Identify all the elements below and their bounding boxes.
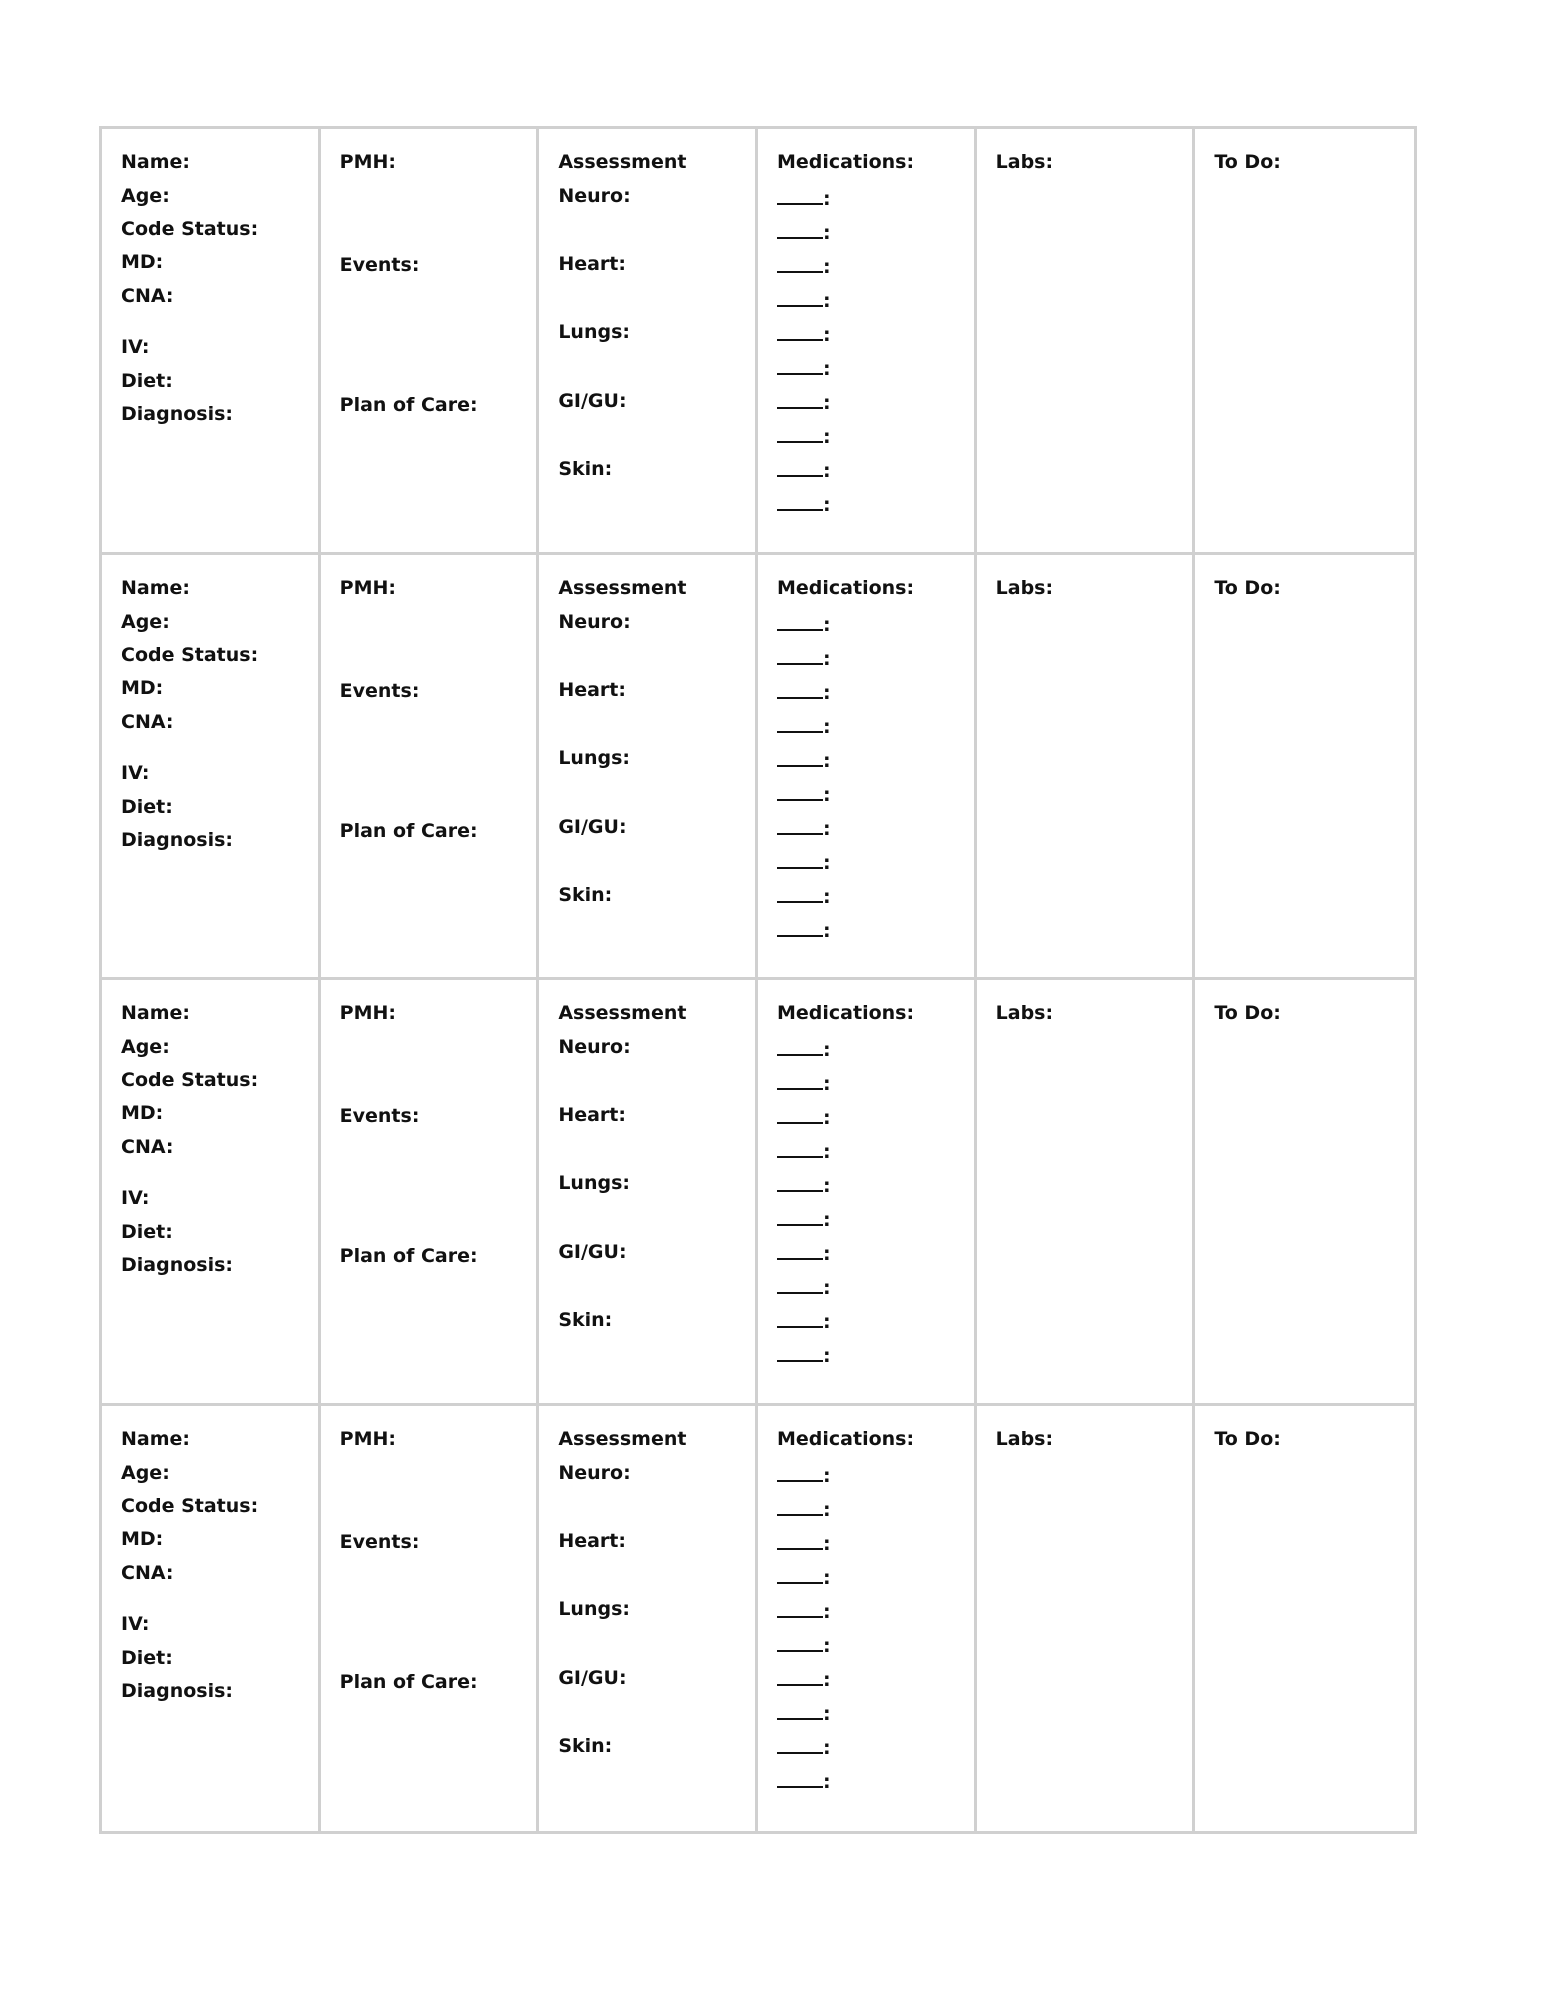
heart-label: Heart: bbox=[558, 1529, 626, 1552]
medication-entry-colon: : bbox=[823, 647, 831, 670]
patient-info-cell bbox=[102, 980, 321, 1406]
name-label: Name: bbox=[121, 576, 191, 599]
medication-blank-line bbox=[777, 457, 823, 477]
diet-label: Diet: bbox=[121, 1646, 173, 1669]
medication-blank-line bbox=[777, 645, 823, 665]
medication-entry bbox=[777, 1768, 831, 1793]
medication-entry-colon: : bbox=[823, 1566, 831, 1589]
pmh-label: PMH: bbox=[339, 1002, 396, 1024]
plan-of-care-label: Plan of Care: bbox=[339, 394, 478, 416]
code-status-label: Code Status: bbox=[121, 218, 259, 240]
medication-entry bbox=[777, 849, 831, 874]
labs-title: Labs: bbox=[995, 151, 1054, 173]
medication-blank-line bbox=[777, 611, 823, 631]
medication-entry bbox=[777, 1632, 831, 1657]
todo-title: To Do: bbox=[1214, 1002, 1281, 1024]
medication-entry bbox=[777, 645, 831, 670]
name-label: Name: bbox=[121, 151, 191, 173]
medication-entry bbox=[777, 1598, 831, 1623]
medication-blank-line bbox=[777, 219, 823, 239]
medication-entry-colon: : bbox=[823, 1243, 831, 1265]
skin-label: Skin: bbox=[558, 1734, 613, 1757]
medication-entry bbox=[777, 1104, 831, 1129]
medication-blank-line bbox=[777, 185, 823, 205]
medication-entry bbox=[777, 253, 831, 278]
medication-blank-line bbox=[777, 287, 823, 307]
todo-cell bbox=[1195, 980, 1414, 1406]
medication-entry-colon: : bbox=[823, 613, 831, 636]
medication-entry-colon: : bbox=[823, 1532, 831, 1555]
medications-title: Medications: bbox=[777, 151, 915, 173]
medication-blank-line bbox=[777, 781, 823, 801]
medication-entry-colon: : bbox=[823, 290, 831, 312]
code-status-label: Code Status: bbox=[121, 1494, 259, 1517]
medication-entry bbox=[777, 611, 831, 636]
age-label: Age: bbox=[121, 1036, 170, 1058]
todo-title: To Do: bbox=[1214, 576, 1281, 599]
assessment-title: Assessment bbox=[558, 1002, 687, 1024]
lungs-label: Lungs: bbox=[558, 746, 630, 769]
history-cell bbox=[321, 1406, 540, 1832]
medication-entry bbox=[777, 389, 831, 414]
medication-blank-line bbox=[777, 1530, 823, 1550]
heart-label: Heart: bbox=[558, 253, 626, 275]
medication-entry-colon: : bbox=[823, 324, 831, 346]
medication-entry bbox=[777, 287, 831, 312]
medication-entry bbox=[777, 1138, 831, 1163]
medication-blank-line bbox=[777, 679, 823, 699]
todo-cell bbox=[1195, 555, 1414, 981]
patient-info-cell bbox=[102, 129, 321, 555]
medication-entry bbox=[777, 219, 831, 244]
iv-label: IV: bbox=[121, 1612, 150, 1635]
medication-entry-colon: : bbox=[823, 392, 831, 414]
medication-entry bbox=[777, 1274, 831, 1299]
medications-cell bbox=[758, 1406, 977, 1832]
medication-entry bbox=[777, 679, 831, 704]
todo-title: To Do: bbox=[1214, 151, 1281, 173]
medication-entry-colon: : bbox=[823, 1702, 831, 1725]
diet-label: Diet: bbox=[121, 795, 173, 818]
medication-entry bbox=[777, 1700, 831, 1725]
medications-cell bbox=[758, 555, 977, 981]
medication-entry-colon: : bbox=[823, 358, 831, 380]
gi-gu-label: GI/GU: bbox=[558, 390, 627, 412]
medication-entry bbox=[777, 1564, 831, 1589]
medication-entry-colon: : bbox=[823, 1073, 831, 1095]
medication-blank-line bbox=[777, 423, 823, 443]
md-label: MD: bbox=[121, 1527, 164, 1550]
medication-blank-line bbox=[777, 747, 823, 767]
medication-entry-colon: : bbox=[823, 1498, 831, 1521]
pmh-label: PMH: bbox=[339, 151, 396, 173]
medication-entry bbox=[777, 1240, 831, 1265]
medication-entry-colon: : bbox=[823, 1668, 831, 1691]
medication-entry bbox=[777, 1462, 831, 1487]
medications-title: Medications: bbox=[777, 576, 915, 599]
pmh-label: PMH: bbox=[339, 1427, 396, 1450]
medications-title: Medications: bbox=[777, 1427, 915, 1450]
assessment-cell bbox=[539, 980, 758, 1406]
medication-entry-colon: : bbox=[823, 851, 831, 874]
medication-blank-line bbox=[777, 1598, 823, 1618]
medication-entry-colon: : bbox=[823, 783, 831, 806]
medication-blank-line bbox=[777, 1070, 823, 1090]
skin-label: Skin: bbox=[558, 1309, 613, 1331]
cna-label: CNA: bbox=[121, 1136, 174, 1158]
neuro-label: Neuro: bbox=[558, 1036, 631, 1058]
neuro-label: Neuro: bbox=[558, 1461, 631, 1484]
patient-report-sheet bbox=[99, 126, 1417, 1834]
lungs-label: Lungs: bbox=[558, 321, 630, 343]
todo-title: To Do: bbox=[1214, 1427, 1281, 1450]
skin-label: Skin: bbox=[558, 458, 613, 480]
medication-entry bbox=[777, 423, 831, 448]
events-label: Events: bbox=[339, 1530, 420, 1553]
medication-entry bbox=[777, 1666, 831, 1691]
pmh-label: PMH: bbox=[339, 576, 396, 599]
medication-blank-line bbox=[777, 355, 823, 375]
medication-entry-colon: : bbox=[823, 1107, 831, 1129]
assessment-cell bbox=[539, 555, 758, 981]
medication-blank-line bbox=[777, 917, 823, 937]
medication-entry bbox=[777, 1734, 831, 1759]
medication-entry bbox=[777, 1496, 831, 1521]
labs-cell bbox=[977, 980, 1196, 1406]
medication-entry-colon: : bbox=[823, 256, 831, 278]
medication-entry bbox=[777, 491, 831, 516]
diet-label: Diet: bbox=[121, 1221, 173, 1243]
medication-blank-line bbox=[777, 321, 823, 341]
medications-title: Medications: bbox=[777, 1002, 915, 1024]
medication-blank-line bbox=[777, 1496, 823, 1516]
medication-entry bbox=[777, 1308, 831, 1333]
age-label: Age: bbox=[121, 185, 170, 207]
medications-cell bbox=[758, 129, 977, 555]
medication-blank-line bbox=[777, 1240, 823, 1260]
skin-label: Skin: bbox=[558, 883, 613, 906]
diet-label: Diet: bbox=[121, 370, 173, 392]
assessment-title: Assessment bbox=[558, 151, 687, 173]
plan-of-care-label: Plan of Care: bbox=[339, 819, 478, 842]
diagnosis-label: Diagnosis: bbox=[121, 403, 234, 425]
medication-entry-colon: : bbox=[823, 1634, 831, 1657]
medication-entry-colon: : bbox=[823, 1600, 831, 1623]
medication-blank-line bbox=[777, 1206, 823, 1226]
medication-entry-colon: : bbox=[823, 426, 831, 448]
age-label: Age: bbox=[121, 1461, 170, 1484]
diagnosis-label: Diagnosis: bbox=[121, 828, 234, 851]
medication-entry-colon: : bbox=[823, 494, 831, 516]
gi-gu-label: GI/GU: bbox=[558, 1241, 627, 1263]
medication-entry bbox=[777, 917, 831, 942]
medication-blank-line bbox=[777, 1700, 823, 1720]
iv-label: IV: bbox=[121, 1187, 150, 1209]
medication-blank-line bbox=[777, 1342, 823, 1362]
medication-entry-colon: : bbox=[823, 222, 831, 244]
medication-entry bbox=[777, 883, 831, 908]
medication-entry-colon: : bbox=[823, 715, 831, 738]
medication-blank-line bbox=[777, 253, 823, 273]
medication-entry-colon: : bbox=[823, 1345, 831, 1367]
medication-blank-line bbox=[777, 1172, 823, 1192]
heart-label: Heart: bbox=[558, 1104, 626, 1126]
assessment-cell bbox=[539, 1406, 758, 1832]
medication-entry bbox=[777, 355, 831, 380]
medication-entry-colon: : bbox=[823, 817, 831, 840]
labs-title: Labs: bbox=[995, 576, 1054, 599]
todo-cell bbox=[1195, 1406, 1414, 1832]
medication-entry bbox=[777, 1342, 831, 1367]
labs-title: Labs: bbox=[995, 1427, 1054, 1450]
medication-entry-colon: : bbox=[823, 749, 831, 772]
medication-entry bbox=[777, 1206, 831, 1231]
code-status-label: Code Status: bbox=[121, 643, 259, 666]
medication-blank-line bbox=[777, 815, 823, 835]
medication-entry bbox=[777, 321, 831, 346]
md-label: MD: bbox=[121, 1102, 164, 1124]
diagnosis-label: Diagnosis: bbox=[121, 1254, 234, 1276]
medication-entry bbox=[777, 747, 831, 772]
labs-cell bbox=[977, 1406, 1196, 1832]
labs-cell bbox=[977, 129, 1196, 555]
plan-of-care-label: Plan of Care: bbox=[339, 1245, 478, 1267]
medication-entry-colon: : bbox=[823, 681, 831, 704]
events-label: Events: bbox=[339, 679, 420, 702]
medication-entry-colon: : bbox=[823, 919, 831, 942]
medication-entry bbox=[777, 1070, 831, 1095]
events-label: Events: bbox=[339, 254, 420, 276]
patient-info-cell bbox=[102, 1406, 321, 1832]
assessment-title: Assessment bbox=[558, 576, 687, 599]
neuro-label: Neuro: bbox=[558, 610, 631, 633]
medication-blank-line bbox=[777, 849, 823, 869]
md-label: MD: bbox=[121, 251, 164, 273]
medication-entry-colon: : bbox=[823, 1311, 831, 1333]
assessment-title: Assessment bbox=[558, 1427, 687, 1450]
medication-entry-colon: : bbox=[823, 1770, 831, 1793]
medication-blank-line bbox=[777, 1036, 823, 1056]
iv-label: IV: bbox=[121, 761, 150, 784]
medication-blank-line bbox=[777, 883, 823, 903]
medication-blank-line bbox=[777, 1564, 823, 1584]
medication-blank-line bbox=[777, 1632, 823, 1652]
cna-label: CNA: bbox=[121, 285, 174, 307]
todo-cell bbox=[1195, 129, 1414, 555]
events-label: Events: bbox=[339, 1105, 420, 1127]
medication-entry bbox=[777, 781, 831, 806]
medications-cell bbox=[758, 980, 977, 1406]
history-cell bbox=[321, 129, 540, 555]
cna-label: CNA: bbox=[121, 710, 174, 733]
iv-label: IV: bbox=[121, 336, 150, 358]
medication-blank-line bbox=[777, 1274, 823, 1294]
medication-entry bbox=[777, 185, 831, 210]
medication-blank-line bbox=[777, 1104, 823, 1124]
assessment-cell bbox=[539, 129, 758, 555]
md-label: MD: bbox=[121, 676, 164, 699]
medication-blank-line bbox=[777, 1666, 823, 1686]
medication-blank-line bbox=[777, 491, 823, 511]
medication-entry bbox=[777, 1036, 831, 1061]
code-status-label: Code Status: bbox=[121, 1069, 259, 1091]
plan-of-care-label: Plan of Care: bbox=[339, 1670, 478, 1693]
labs-title: Labs: bbox=[995, 1002, 1054, 1024]
medication-blank-line bbox=[777, 1462, 823, 1482]
medication-entry-colon: : bbox=[823, 1039, 831, 1061]
history-cell bbox=[321, 555, 540, 981]
medication-blank-line bbox=[777, 1768, 823, 1788]
medication-entry-colon: : bbox=[823, 1175, 831, 1197]
name-label: Name: bbox=[121, 1427, 191, 1450]
lungs-label: Lungs: bbox=[558, 1597, 630, 1620]
history-cell bbox=[321, 980, 540, 1406]
medication-blank-line bbox=[777, 713, 823, 733]
name-label: Name: bbox=[121, 1002, 191, 1024]
medication-blank-line bbox=[777, 1734, 823, 1754]
medication-blank-line bbox=[777, 1138, 823, 1158]
medication-entry-colon: : bbox=[823, 1141, 831, 1163]
medication-entry-colon: : bbox=[823, 1736, 831, 1759]
neuro-label: Neuro: bbox=[558, 185, 631, 207]
gi-gu-label: GI/GU: bbox=[558, 815, 627, 838]
patient-info-cell bbox=[102, 555, 321, 981]
medication-entry bbox=[777, 1530, 831, 1555]
age-label: Age: bbox=[121, 610, 170, 633]
medication-entry-colon: : bbox=[823, 1277, 831, 1299]
medication-blank-line bbox=[777, 1308, 823, 1328]
medication-entry-colon: : bbox=[823, 885, 831, 908]
lungs-label: Lungs: bbox=[558, 1172, 630, 1194]
cna-label: CNA: bbox=[121, 1561, 174, 1584]
gi-gu-label: GI/GU: bbox=[558, 1666, 627, 1689]
medication-entry bbox=[777, 457, 831, 482]
medication-entry-colon: : bbox=[823, 1464, 831, 1487]
medication-entry-colon: : bbox=[823, 1209, 831, 1231]
medication-entry bbox=[777, 1172, 831, 1197]
medication-entry bbox=[777, 815, 831, 840]
medication-entry bbox=[777, 713, 831, 738]
diagnosis-label: Diagnosis: bbox=[121, 1679, 234, 1702]
labs-cell bbox=[977, 555, 1196, 981]
medication-blank-line bbox=[777, 389, 823, 409]
medication-entry-colon: : bbox=[823, 460, 831, 482]
medication-entry-colon: : bbox=[823, 188, 831, 210]
heart-label: Heart: bbox=[558, 678, 626, 701]
